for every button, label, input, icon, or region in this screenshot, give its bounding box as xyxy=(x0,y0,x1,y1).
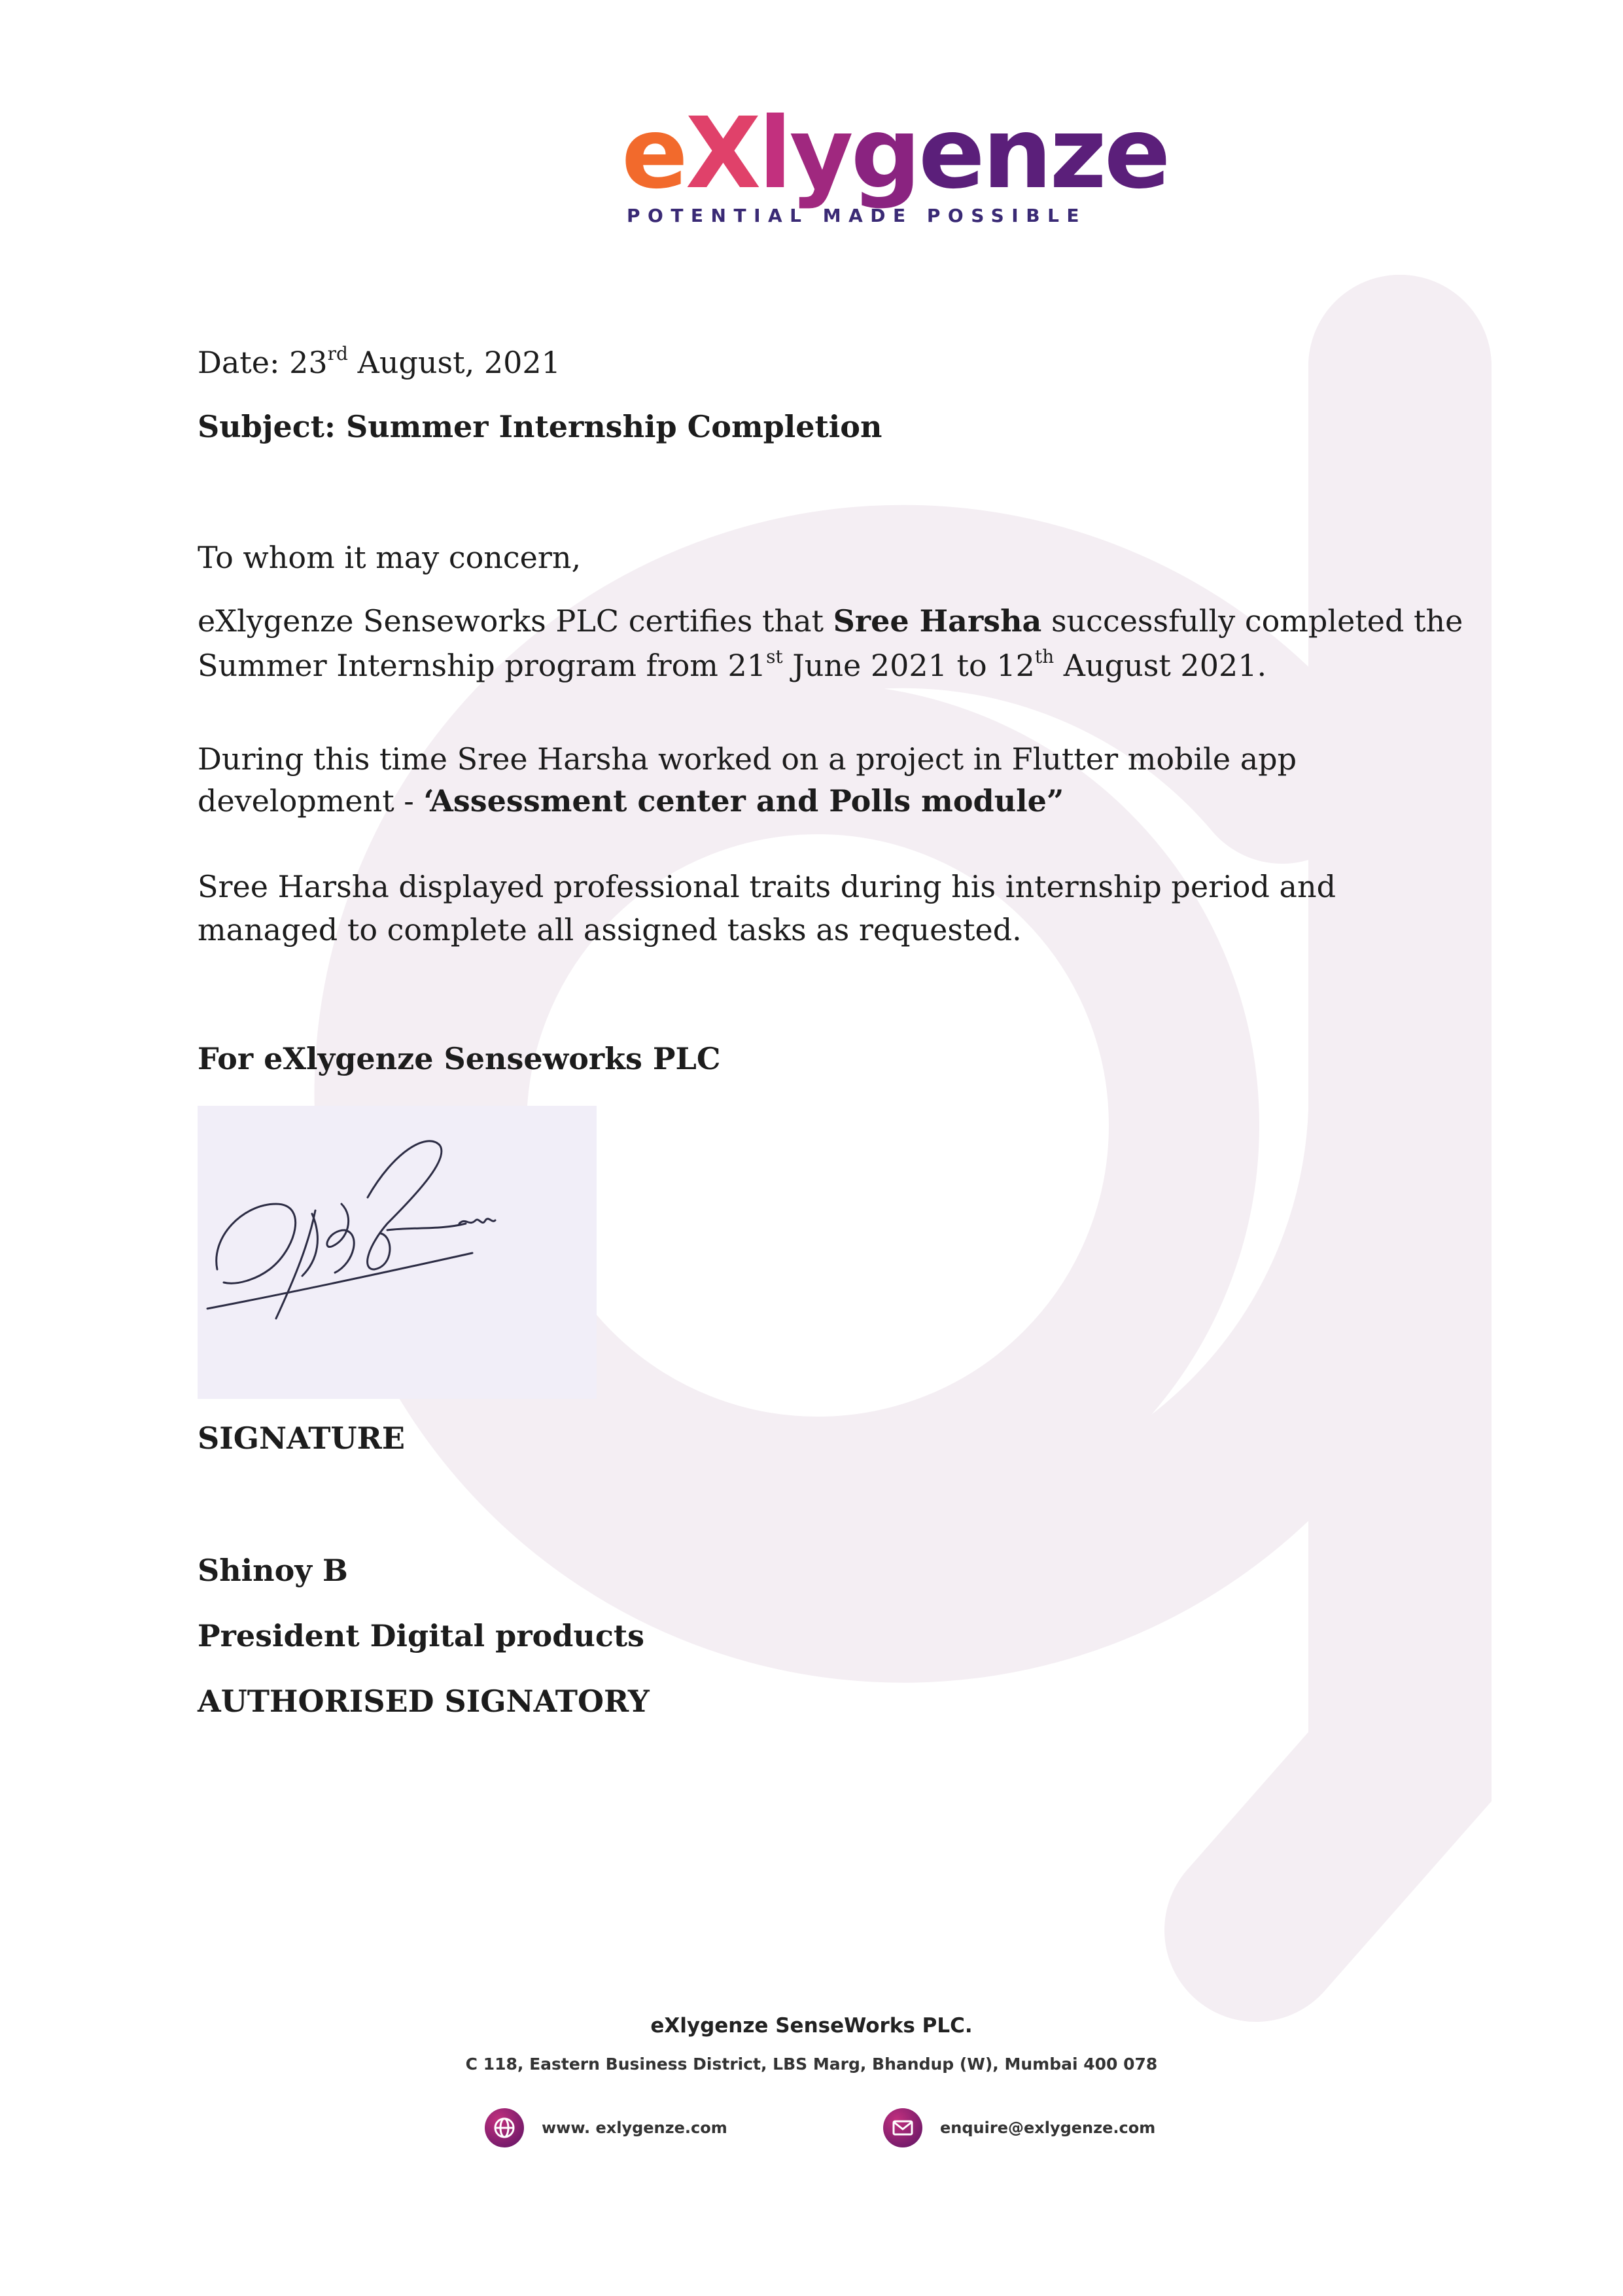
signature-label: SIGNATURE xyxy=(198,1421,405,1456)
envelope-icon xyxy=(883,2108,922,2147)
logo-wordmark: eXlygenze xyxy=(621,97,1168,211)
signer-name: Shinoy B xyxy=(198,1553,348,1588)
globe-icon xyxy=(485,2108,524,2147)
certification-paragraph: eXlygenze Senseworks PLC certifies that Sree Harsha successfully completed the Summer Internship program from 21st June 2021 to 12th August 2021. xyxy=(198,603,1463,683)
company-logo xyxy=(608,97,1168,229)
letter-subject: Subject: Summer Internship Completion xyxy=(198,409,882,444)
authorised-signatory: AUTHORISED SIGNATORY xyxy=(198,1684,650,1719)
email-link[interactable]: enquire@exlygenze.com xyxy=(940,2119,1156,2137)
handwritten-signature xyxy=(198,1106,597,1399)
website-link[interactable]: www. exlygenze.com xyxy=(542,2119,727,2137)
intern-name: Sree Harsha xyxy=(833,603,1042,639)
for-company: For eXlygenze Senseworks PLC xyxy=(198,1041,721,1076)
project-paragraph: During this time Sree Harsha worked on a project in Flutter mobile app development - ‘Assessment center and Polls module” xyxy=(198,741,1297,819)
project-name: ‘Assessment center and Polls module” xyxy=(423,783,1064,819)
traits-paragraph: Sree Harsha displayed professional traits during his internship period and managed to complete all assigned tasks as requested. xyxy=(198,869,1336,947)
footer-company-name: eXlygenze SenseWorks PLC. xyxy=(650,2014,973,2038)
letter-date: Date: 23rd August, 2021 xyxy=(198,343,561,380)
signer-title: President Digital products xyxy=(198,1618,644,1653)
logo-tagline: POTENTIAL MADE POSSIBLE xyxy=(627,205,1087,226)
footer-address: C 118, Eastern Business District, LBS Marg, Bhandup (W), Mumbai 400 078 xyxy=(465,2055,1158,2074)
salutation: To whom it may concern, xyxy=(198,540,582,575)
